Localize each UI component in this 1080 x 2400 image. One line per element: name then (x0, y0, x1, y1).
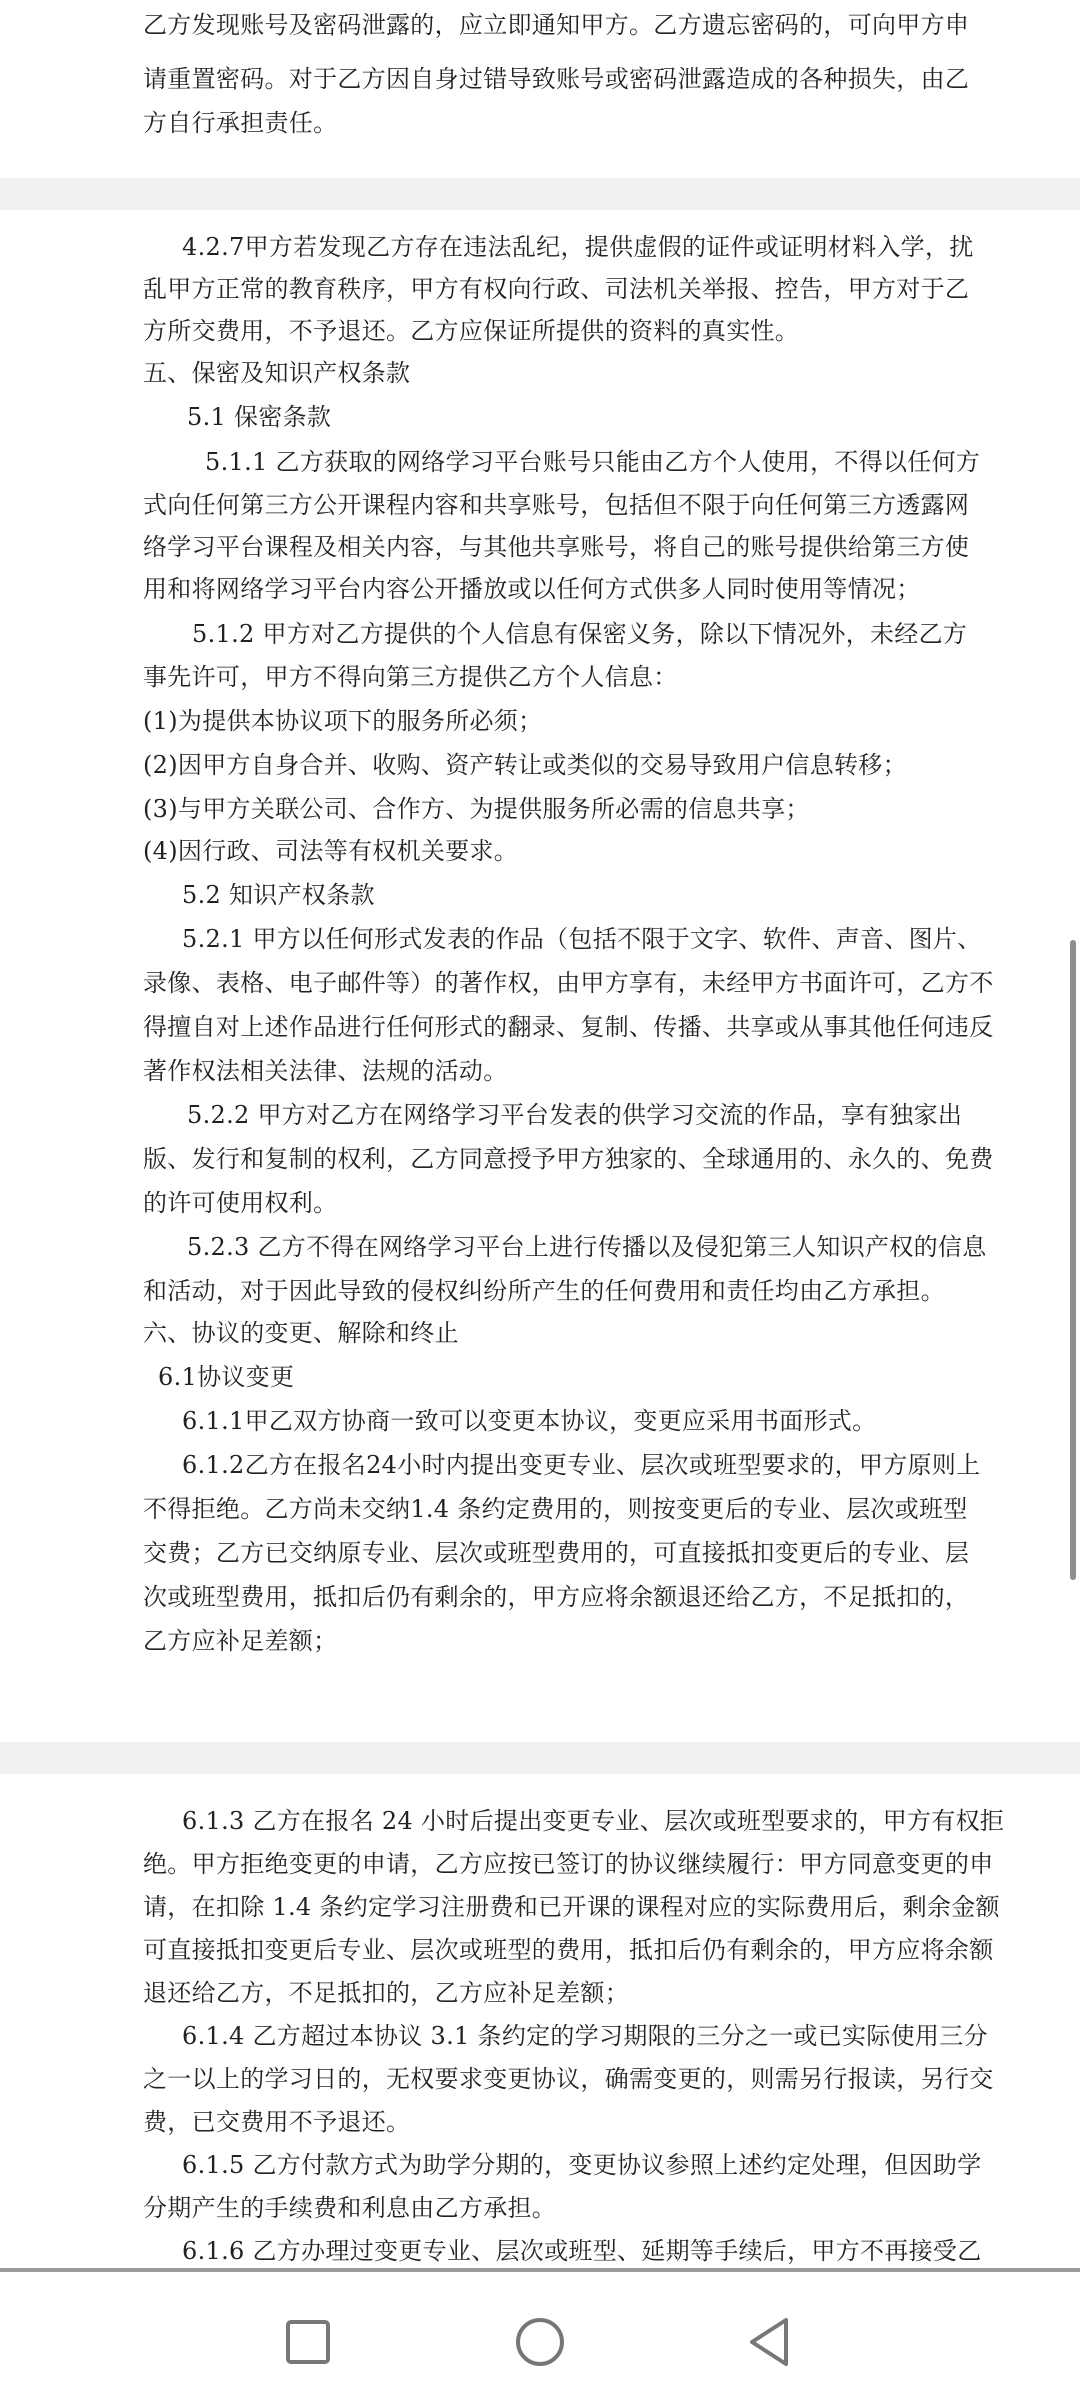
text-line: 6.1.2乙方在报名24小时内提出变更专业、层次或班型要求的，甲方原则上 (182, 1451, 981, 1479)
recent-apps-button[interactable] (276, 2310, 340, 2374)
text-line: 录像、表格、电子邮件等）的著作权，由甲方享有，未经甲方书面许可，乙方不 (143, 969, 994, 997)
subsection-heading: 5.1 保密条款 (187, 403, 332, 431)
text-line: 的许可使用权利。 (143, 1189, 338, 1217)
list-item: (3)与甲方关联公司、合作方、为提供服务所必需的信息共享； (143, 795, 810, 823)
text-line: 5.1.2 甲方对乙方提供的个人信息有保密义务，除以下情况外，未经乙方 (192, 620, 968, 648)
text-line: 用和将网络学习平台内容公开播放或以任何方式供多人同时使用等情况； (143, 575, 921, 603)
section-heading: 六、协议的变更、解除和终止 (143, 1319, 459, 1347)
text-line: 费，已交费用不予退还。 (143, 2108, 411, 2136)
text-line: 和活动，对于因此导致的侵权纠纷所产生的任何费用和责任均由乙方承担。 (143, 1277, 945, 1305)
text-line: 版、发行和复制的权利，乙方同意授予甲方独家的、全球通用的、永久的、免费 (143, 1145, 994, 1173)
text-line: 5.2.2 甲方对乙方在网络学习平台发表的供学习交流的作品，享有独家出 (187, 1101, 963, 1129)
text-line: 请重置密码。对于乙方因自身过错导致账号或密码泄露造成的各种损失，由乙 (143, 65, 970, 93)
subsection-heading: 5.2 知识产权条款 (182, 881, 375, 909)
document-page-3 (0, 1774, 1080, 2268)
back-button[interactable] (738, 2310, 802, 2374)
text-line: 乙方应补足差额； (143, 1627, 338, 1655)
home-button[interactable] (508, 2310, 572, 2374)
text-line: 式向任何第三方公开课程内容和共享账号，包括但不限于向任何第三方透露网 (143, 491, 970, 519)
document-page-2 (0, 210, 1080, 1742)
section-heading: 五、保密及知识产权条款 (143, 359, 411, 387)
triangle-back-icon (738, 2310, 802, 2374)
text-line: 络学习平台课程及相关内容，与其他共享账号，将自己的账号提供给第三方使 (143, 533, 970, 561)
text-line: 方所交费用，不予退还。乙方应保证所提供的资料的真实性。 (143, 317, 800, 345)
text-line: 方自行承担责任。 (143, 109, 338, 137)
square-recent-apps-icon (276, 2310, 340, 2374)
text-line: 6.1.1甲乙双方协商一致可以变更本协议，变更应采用书面形式。 (182, 1407, 877, 1435)
vertical-scrollbar[interactable] (1070, 940, 1076, 1580)
text-line: 不得拒绝。乙方尚未交纳1.4 条约定费用的，则按变更后的专业、层次或班型 (143, 1495, 968, 1523)
text-line: 5.2.1 甲方以任何形式发表的作品（包括不限于文字、软件、声音、图片、 (182, 925, 982, 953)
text-line: 退还给乙方，不足抵扣的，乙方应补足差额； (143, 1979, 629, 2007)
text-line: 乙方发现账号及密码泄露的，应立即通知甲方。乙方遗忘密码的，可向甲方申 (143, 11, 970, 39)
text-line: 6.1.6 乙方办理过变更专业、层次或班型、延期等手续后，甲方不再接受乙 (182, 2237, 982, 2265)
text-line: 6.1.4 乙方超过本协议 3.1 条约定的学习期限的三分之一或已实际使用三分 (182, 2022, 988, 2050)
text-line: 6.1.3 乙方在报名 24 小时后提出变更专业、层次或班型要求的，甲方有权拒 (182, 1807, 1005, 1835)
text-line: 6.1.5 乙方付款方式为助学分期的，变更协议参照上述约定处理，但因助学 (182, 2151, 982, 2179)
text-line: 5.2.3 乙方不得在网络学习平台上进行传播以及侵犯第三人知识产权的信息 (187, 1233, 987, 1261)
document-page-1 (0, 0, 1080, 178)
text-line: 请，在扣除 1.4 条约定学习注册费和已开课的课程对应的实际费用后，剩余金额 (143, 1893, 1000, 1921)
text-line: 得擅自对上述作品进行任何形式的翻录、复制、传播、共享或从事其他任何违反 (143, 1013, 994, 1041)
text-line: 交费；乙方已交纳原专业、层次或班型费用的，可直接抵扣变更后的专业、层 (143, 1539, 970, 1567)
list-item: (1)为提供本协议项下的服务所必须； (143, 707, 543, 735)
text-line: 绝。甲方拒绝变更的申请，乙方应按已签订的协议继续履行：甲方同意变更的申 (143, 1850, 994, 1878)
text-line: 事先许可，甲方不得向第三方提供乙方个人信息： (143, 663, 678, 691)
list-item: (4)因行政、司法等有权机关要求。 (143, 837, 519, 865)
text-line: 4.2.7甲方若发现乙方存在违法乱纪，提供虚假的证件或证明材料入学，扰 (182, 233, 974, 261)
circle-home-icon (508, 2310, 572, 2374)
page-separator (0, 178, 1080, 210)
text-line: 5.1.1 乙方获取的网络学习平台账号只能由乙方个人使用，不得以任何方 (205, 448, 981, 476)
text-line: 乱甲方正常的教育秩序，甲方有权向行政、司法机关举报、控告，甲方对于乙 (143, 275, 970, 303)
text-line: 次或班型费用，抵扣后仍有剩余的，甲方应将余额退还给乙方，不足抵扣的， (143, 1583, 970, 1611)
page-separator (0, 1742, 1080, 1774)
list-item: (2)因甲方自身合并、收购、资产转让或类似的交易导致用户信息转移； (143, 751, 907, 779)
text-line: 分期产生的手续费和利息由乙方承担。 (143, 2194, 557, 2222)
text-line: 可直接抵扣变更后专业、层次或班型的费用，抵扣后仍有剩余的，甲方应将余额 (143, 1936, 994, 1964)
text-line: 之一以上的学习日的，无权要求变更协议，确需变更的，则需另行报读，另行交 (143, 2065, 994, 2093)
subsection-heading: 6.1协议变更 (158, 1363, 295, 1391)
text-line: 著作权法相关法律、法规的活动。 (143, 1057, 508, 1085)
